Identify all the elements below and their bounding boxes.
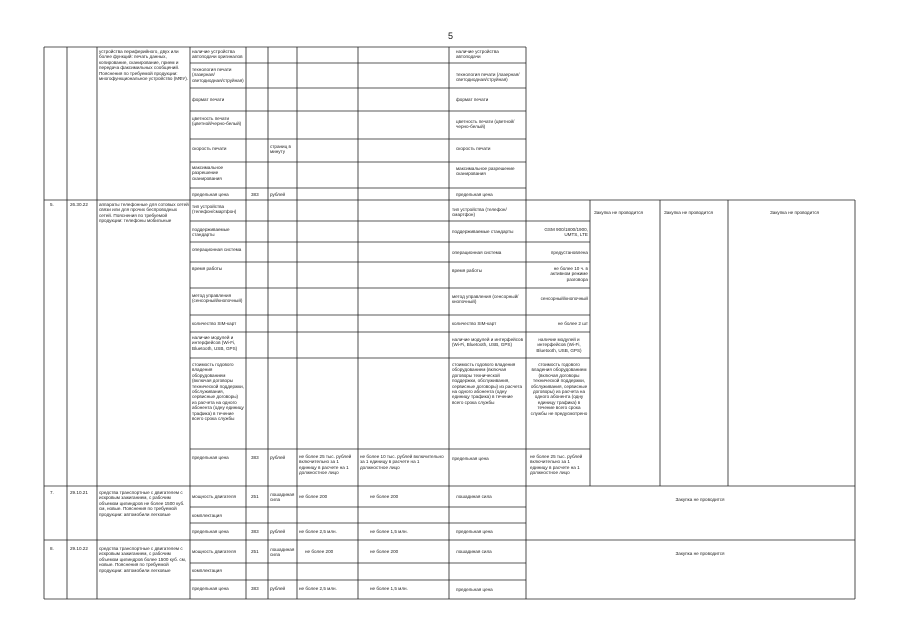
row7-req-1: лошадиная сила <box>456 494 492 499</box>
row8-name: средства транспортные с двигателем с искровым зажиганием, с рабочим объемом цилиндров более 1500 куб. см, новые. Пояснения по требуемой продукции: автомобили легковые <box>99 546 187 573</box>
row5-extra-5: сенсорный/кнопочный <box>540 296 588 301</box>
row1-param-7: предельная цена <box>192 192 229 197</box>
row8-param-2: комплектация <box>192 568 222 573</box>
row5-just-2: Закупка не проводится <box>664 210 714 215</box>
row8-param-3: предельная цена <box>192 586 229 591</box>
row5-param-5: метод управления (сенсорный/кнопочный) <box>192 293 243 304</box>
row5-reqval-9: не более 25 тыс. рублей включительно за 1 единицу в расчете на 1 должностное лицо <box>299 454 352 476</box>
row1-req-4: цветность печати (цветной/черно-белый) <box>456 119 515 130</box>
row7-name: средства транспортные с двигателем с искровым зажиганием, с рабочим объемом цилиндров не более 1500 куб. см, новые. Пояснения по требуемой продукции: автомобили легковые <box>99 490 185 517</box>
row5-extra-2: GSM 900/1800/1900, UMTS, LTE <box>544 227 588 238</box>
row1-unit-5: страниц в минуту <box>270 144 291 155</box>
row1-req-5: скорость печати <box>456 146 491 151</box>
row5-req-7: наличие модулей и интерфейсов (Wi-Fi, Bluetooth, USB, GPS) <box>452 337 524 348</box>
row7-param-3: предельная цена <box>192 529 229 534</box>
row5-no: 5. <box>50 202 54 207</box>
row8-no: 8. <box>50 546 54 551</box>
row5-req-6: количество SIM-карт <box>452 321 497 326</box>
row8-code: 29.10.22 <box>70 546 88 551</box>
row1-unit-7: рублей <box>270 192 286 197</box>
row8-unit-1: лошадиная сила <box>270 547 295 558</box>
row5-req-2: поддерживаемые стандарты <box>452 229 514 234</box>
row7-unit-3: рублей <box>270 529 286 534</box>
row5-param-2: поддерживаемые стандарты <box>192 227 230 238</box>
row7-no: 7. <box>50 490 54 495</box>
row5-just-3: Закупка не проводится <box>770 210 820 215</box>
row8-req-3: предельная цена <box>456 587 493 592</box>
row5-param-3: операционная система <box>192 247 242 252</box>
row5-req-1: тип устройства (телефон/смартфон) <box>452 207 507 218</box>
row5-param-8: стоимость годового владения оборудованием (включая договоры технической поддержки, обслуживания, сервисные договоры) из расчета на одного абонента (одну единицу трафика) в течение всего срока службы <box>192 362 244 422</box>
row8-reqval-3: не более 2,5 млн. <box>299 586 337 591</box>
row8-reqvalb-3: не более 1,5 млн. <box>370 586 408 591</box>
row5-param-4: время работы <box>192 266 223 271</box>
row1-param-3: формат печати <box>192 97 225 102</box>
row1-req-3: формат печати <box>456 97 489 102</box>
row1-okei-7: 383 <box>251 192 259 197</box>
row5-param-7: наличие модулей и интерфейсов (Wi-Fi, Bluetooth, USB, GPS) <box>192 335 238 351</box>
row8-just: Закупка не проводится <box>675 551 725 556</box>
row7-req-3: предельная цена <box>456 529 493 534</box>
row1-param-5: скорость печати <box>192 146 227 151</box>
row7-just: Закупка не проводится <box>675 497 725 502</box>
row1-req-6: максимальное разрешение сканирования <box>456 166 515 177</box>
row8-okei-3: 383 <box>251 586 259 591</box>
row1-req-1: наличие устройства автоподачи <box>456 49 499 60</box>
row5-reqvalb-9: не более 10 тыс. рублей включительно за 1 единицу в расчете на 1 должностное лицо <box>360 454 444 470</box>
row8-req-1: лошадиная сила <box>456 549 492 554</box>
row7-param-2: комплектация <box>192 513 222 518</box>
row7-unit-1: лошадиная сила <box>270 492 295 503</box>
row7-param-1: мощность двигателя <box>192 494 236 499</box>
row8-okei-1: 251 <box>251 549 259 554</box>
row5-extra-3: предустановлена <box>550 250 588 255</box>
row7-okei-1: 251 <box>251 494 259 499</box>
row5-extra-6: не более 2 шт <box>557 321 588 326</box>
row5-param-9: предельная цена <box>192 455 229 460</box>
row5-name: аппараты телефонные для сотовых сетей связи или для прочих беспроводных сетей. Пояснения по требуемой продукции: телефоны мобильные <box>99 202 189 224</box>
row7-reqval-3: не более 2,5 млн. <box>299 529 337 534</box>
row5-req-9: предельная цена <box>452 456 489 461</box>
row5-req-8: стоимость годового владения оборудованием (включая договоры технической поддержки, обслуживания, сервисные договоры) из расчета на одного абонента (одну единицу трафика) в течение всего срока службы <box>452 362 523 405</box>
row5-req-3: операционная система <box>452 250 502 255</box>
row5-extra-9: не более 25 тыс. рублей включительно за 1 единицу в расчете на 1 должностное лицо <box>530 454 583 476</box>
row5-just-1: Закупка не проводится <box>594 210 644 215</box>
row5-extra-8: стоимость годового владения оборудованием (включая договоры технической поддержки, обслуживания, сервисные договоры) из расчета на одного абонента (одну единицу трафика) в течение всего срока службы не предусмотрено <box>530 362 588 416</box>
row7-reqvalb-1: не более 200 <box>370 494 399 499</box>
row8-reqval-1: не более 200 <box>305 549 334 554</box>
row7-okei-3: 383 <box>251 529 259 534</box>
row5-req-4: время работы <box>452 268 483 273</box>
row5-extra-4: не более 10 ч. в активном режиме разговора <box>550 266 588 282</box>
row1-param-2: технология печати (лазерная/светодиодная/струйная) <box>192 67 244 83</box>
row1-name: устройства периферийного, двух или более функций: печать данных, копирование, сканирование, прием и передача факсимильных сообщений. Пояснения по требуемой продукции: многофункциональное устройство (МФУ). <box>99 49 189 82</box>
page-number: 5 <box>448 31 454 41</box>
row7-code: 29.10.21 <box>70 490 88 495</box>
row5-code: 26.30.22 <box>70 202 88 207</box>
row5-param-6: количество SIM-карт <box>192 321 237 326</box>
row5-okei-9: 383 <box>251 455 259 460</box>
row8-param-1: мощность двигателя <box>192 549 236 554</box>
row1-param-4: цветность печати (цветной/черно-белый) <box>192 116 242 127</box>
row1-req-7: предельная цена <box>456 192 493 197</box>
row1-param-6: максимальное разрешение сканирования <box>192 165 224 181</box>
row8-reqvalb-1: не более 200 <box>370 549 399 554</box>
row7-reqvalb-3: не более 1,5 млн. <box>370 529 408 534</box>
row5-param-1: тип устройства (телефон/смартфон) <box>192 204 237 215</box>
row8-unit-3: рублей <box>270 586 286 591</box>
row5-req-5: метод управления (сенсорный/кнопочный) <box>452 294 519 305</box>
row1-req-2: технология печати (лазерная/светодиодная/струйная) <box>456 72 520 83</box>
row5-unit-9: рублей <box>270 455 286 460</box>
row1-param-1: наличие устройства автоподачи оригиналов <box>192 49 243 60</box>
row5-extra-7: наличие модулей и интерфейсов (Wi-Fi, Bluetooth, USB, GPS) <box>536 337 582 353</box>
row7-reqval-1: не более 200 <box>299 494 328 499</box>
